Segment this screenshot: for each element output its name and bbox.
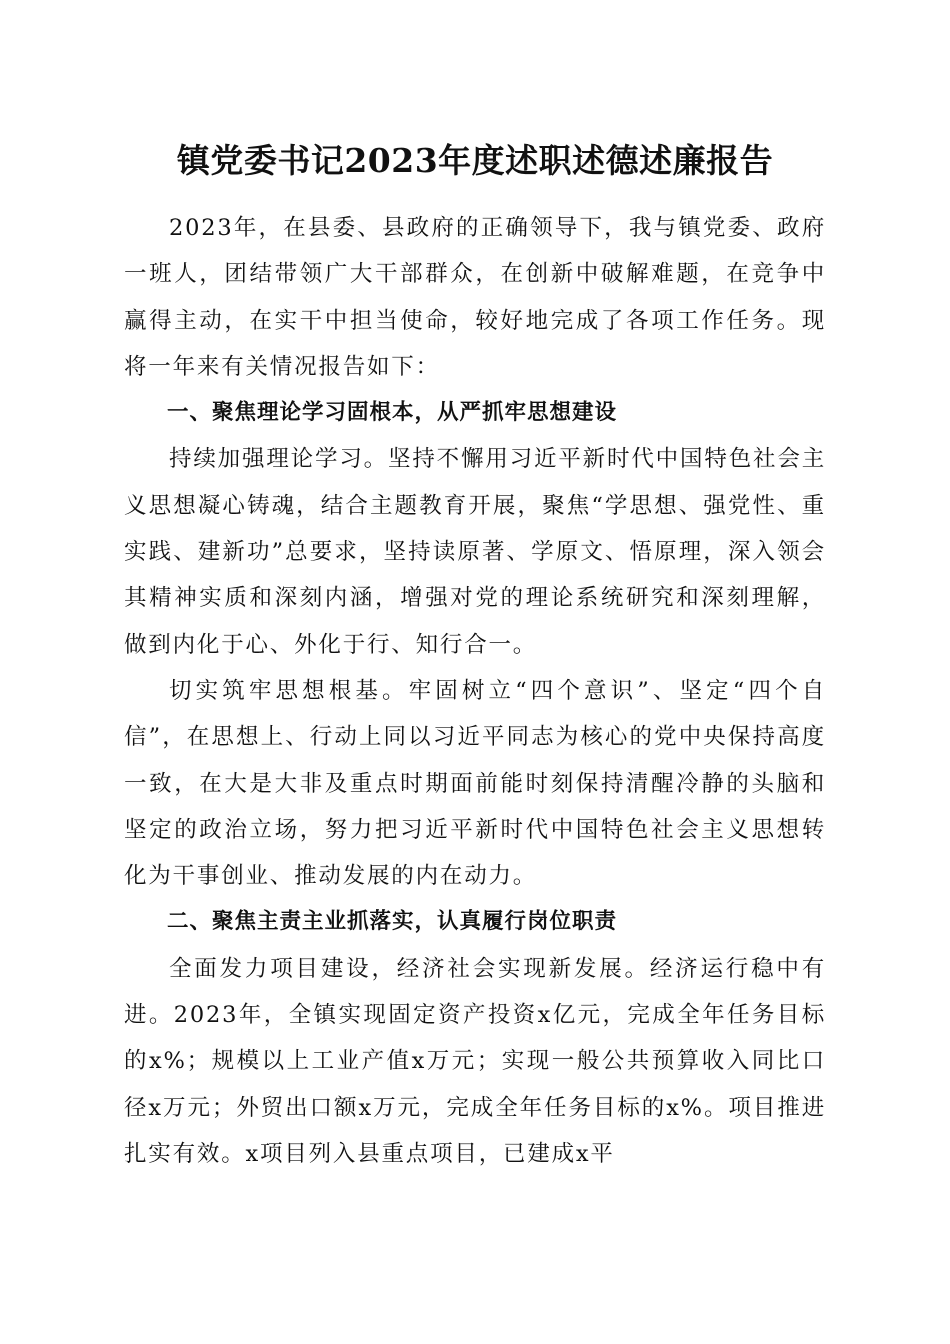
section-1-paragraph-2: 切实筑牢思想根基。牢固树立“四个意识”、坚定“四个自信”，在思想上、行动上同以习近平同志为核心的党中央保持高度一致，在大是大非及重点时期面前能时刻保持清醒冷静的头脑和坚定的政治立场，努力把习近平新时代中国特色社会主义思想转化为干事创业、推动发展的内在动力。: [124, 677, 826, 890]
section-1-paragraph-1: 持续加强理论学习。坚持不懈用习近平新时代中国特色社会主义思想凝心铸魂，结合主题教育开展，聚焦“学思想、强党性、重实践、建新功”总要求，坚持读原著、学原文、悟原理，深入领会其精神实质和深刻内涵，增强对党的理论系统研究和深刻理解，做到内化于心、外化于行、知行合一。: [124, 446, 826, 658]
document-body: [124, 205, 826, 1177]
section-2-paragraph-1: 全面发力项目建设，经济社会实现新发展。经济运行稳中有进。2023年，全镇实现固定资产投资x亿元，完成全年任务目标的x%；规模以上工业产值x万元；实现一般公共预算收入同比口径x万元；外贸出口额x万元，完成全年任务目标的x%。项目推进扎实有效。x项目列入县重点项目，已建成x平: [124, 955, 826, 1167]
document-title: 镇党委书记2023年度述职述德述廉报告: [176, 141, 774, 180]
section-heading-1: 一、聚焦理论学习固根本，从严抓牢思想建设: [167, 400, 618, 426]
intro-paragraph: 2023年，在县委、县政府的正确领导下，我与镇党委、政府一班人，团结带领广大干部群众，在创新中破解难题，在竞争中赢得主动，在实干中担当使命，较好地完成了各项工作任务。现将一年来有关情况报告如下：: [124, 215, 826, 380]
section-heading-2: 二、聚焦主责主业抓落实，认真履行岗位职责: [167, 909, 618, 935]
